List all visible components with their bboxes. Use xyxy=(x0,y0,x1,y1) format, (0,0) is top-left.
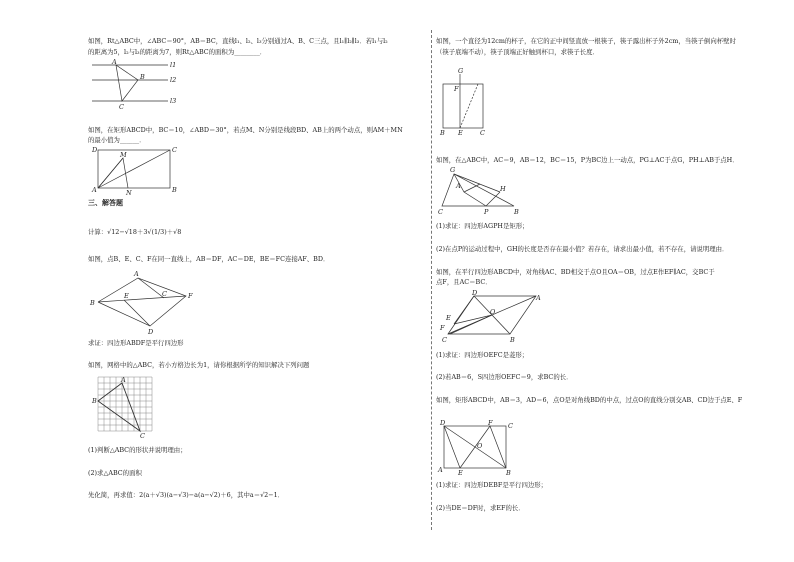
q8-line1: 如图，在△ABC中，AC＝9，AB＝12，BC＝15，P为BC边上一动点，PG⊥AC于点G，PH⊥AB于点H． xyxy=(436,156,739,164)
label-A: A xyxy=(112,58,117,66)
section-3-heading: 三、解答题 xyxy=(88,198,123,207)
label-H: H xyxy=(500,185,506,193)
figure-parallelogram-oefc xyxy=(438,290,548,346)
q1-line1: 如图，Rt△ABC中，∠ABC＝90°，AB＝BC，直线l₁、l₂、l₃分别通过A、B、C三点，且l₁∥l₂∥l₃．若l₁与l₂ xyxy=(88,37,388,45)
q3-line1: 计算：√12−√18＋3√(1/3)＋√8 xyxy=(88,228,182,236)
label-B: B xyxy=(506,469,511,477)
q7-line1: 如图，一个直径为12cm的杯子，在它的正中间竖直放一根筷子，筷子露出杯子外2cm，当筷子倒向杯壁时 xyxy=(436,37,736,45)
label-E: E xyxy=(458,129,463,137)
label-O: O xyxy=(477,442,483,450)
label-C: C xyxy=(438,208,443,216)
q4-line1: 如图，点B、E、C、F在同一直线上，AB＝DF，AC＝DE，BE＝FC连接AF、BD． xyxy=(88,255,330,263)
figure-triangle-agph xyxy=(438,166,528,216)
label-G: G xyxy=(450,166,456,174)
q2-line2: 的最小值为______． xyxy=(88,136,146,144)
label-F: F xyxy=(454,85,459,93)
q1-line2: 的距离为5，l₂与l₃的距离为7，则Rt△ABC的面积为________． xyxy=(88,48,267,56)
figure-parallel-lines-triangle xyxy=(92,58,177,111)
label-D: D xyxy=(148,328,154,336)
label-M: M xyxy=(120,151,127,159)
q8-sub1: (1)求证：四边形AGPH是矩形； xyxy=(436,222,529,230)
q7-line2: （筷子底端不动），筷子顶端正好触到杯口，求筷子长度． xyxy=(436,48,599,56)
q2-line1: 如图，在矩形ABCD中，BC＝10，∠ABD＝30°，若点M、N分别是线段BD、AB上的两个动点，则AM＋MN xyxy=(88,126,403,134)
label-C: C xyxy=(480,129,485,137)
label-F: F xyxy=(188,292,193,300)
left-column xyxy=(88,0,428,562)
label-B: B xyxy=(514,208,519,216)
label-B: B xyxy=(440,129,445,137)
label-C: C xyxy=(508,422,513,430)
label-B: B xyxy=(90,299,95,307)
label-N: N xyxy=(126,189,132,197)
label-E: E xyxy=(124,292,129,300)
label-C: C xyxy=(172,146,177,154)
figure-parallelogram-abdf xyxy=(90,268,204,336)
q10-sub1: (1)求证：四边形DEBF是平行四边形； xyxy=(436,481,548,489)
label-B: B xyxy=(92,397,97,405)
label-D: D xyxy=(472,289,478,297)
figure-cup-chopstick xyxy=(438,64,498,136)
label-A: A xyxy=(134,270,139,278)
label-D: D xyxy=(440,419,446,427)
q9-sub1: (1)求证：四边形OEFC是菱形； xyxy=(436,351,529,359)
label-E: E xyxy=(458,469,463,477)
q5-line1: 如图，网格中的△ABC，若小方格边长为1，请你根据所学的知识解决下列问题 xyxy=(88,361,310,369)
label-A: A xyxy=(536,294,541,302)
figure-grid-triangle xyxy=(94,373,164,441)
q10-line1: 如图，矩形ABCD中，AB＝3，AD＝6，点O是对角线BD的中点，过点O的直线分别交AB、CD边于点E、F xyxy=(436,396,743,404)
figure-rectangle-debf xyxy=(438,418,518,476)
label-O: O xyxy=(490,308,496,316)
label-C: C xyxy=(442,336,447,344)
column-separator xyxy=(431,30,432,530)
label-C: C xyxy=(140,432,145,440)
label-E: E xyxy=(446,314,451,322)
q8-sub2: (2)在点P的运动过程中，GH的长度是否存在最小值？若存在，请求出最小值，若不存在，请说明理由． xyxy=(436,245,729,253)
label-l1: l1 xyxy=(170,61,177,69)
q9-line1b: 点F，且AC＝BC． xyxy=(436,278,492,286)
q5-sub2: (2)求△ABC的面积 xyxy=(88,469,142,477)
label-P: P xyxy=(484,208,489,216)
q6-line1: 先化简，再求值：2(a＋√3)(a−√3)−a(a−√2)＋6，其中a＝√2−1． xyxy=(88,491,285,499)
label-B: B xyxy=(140,73,145,81)
label-A: A xyxy=(121,376,126,384)
label-F: F xyxy=(440,324,445,332)
q4-line2: 求证：四边形ABDF是平行四边形 xyxy=(88,339,184,347)
q9-line1: 如图，在平行四边形ABCD中，对角线AC、BD相交于点O且OA＝OB，过点E作EF∥AC，交BC于 xyxy=(436,268,715,276)
label-C: C xyxy=(119,103,124,111)
label-l2: l2 xyxy=(170,76,177,84)
label-F: F xyxy=(488,419,493,427)
q5-sub1: (1)判断△ABC的形状并说明理由； xyxy=(88,446,187,454)
label-B: B xyxy=(172,186,177,194)
figure-rectangle-abcd xyxy=(92,146,177,197)
label-A: A xyxy=(92,186,97,194)
label-l3: l3 xyxy=(170,97,177,105)
q9-sub2: (2)若AB＝6，S四边形OEFC＝9，求BC的长． xyxy=(436,373,573,381)
label-A: A xyxy=(438,466,443,474)
q10-sub2: (2)当DE＝DF时，求EF的长． xyxy=(436,504,525,512)
right-column xyxy=(436,0,776,562)
label-G: G xyxy=(458,67,464,75)
label-D: D xyxy=(92,146,98,154)
label-B: B xyxy=(510,336,515,344)
label-A: A xyxy=(456,182,461,190)
label-C: C xyxy=(162,290,167,298)
